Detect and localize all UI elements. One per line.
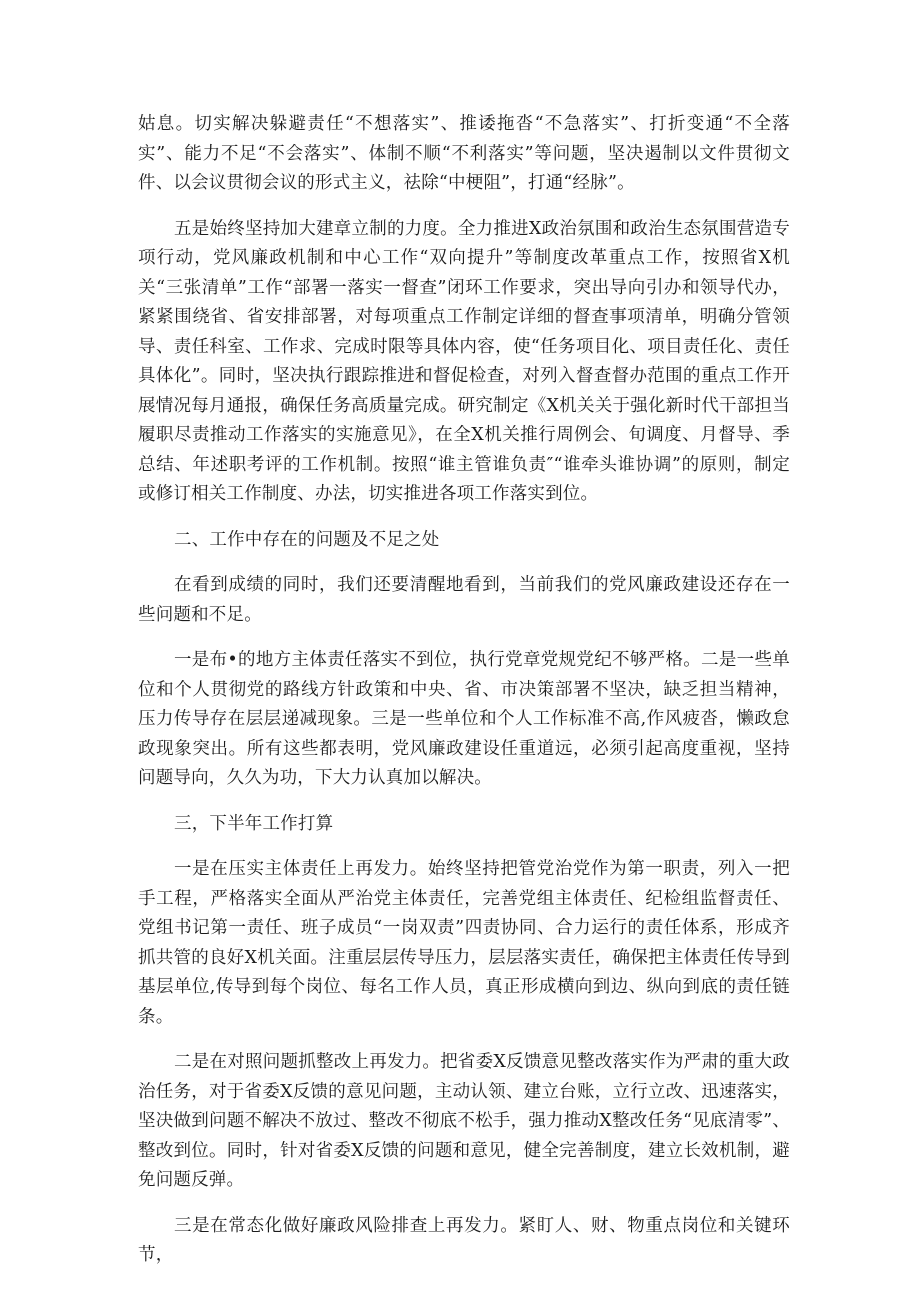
section-heading-problems: 二、工作中存在的问题及不足之处 — [174, 529, 440, 550]
paragraph-plan-one: 一是在压实主体责任上再发力。始终坚持把管党治党作为第一职责，列入一把手工程，严格落实全面从严治党主体责任，完善党组主体责任、纪检组监督责任、党组书记第一责任、班子成员“一岗双责”四责协同、合力运行的责任体系，形成齐抓共管的良好X机关面。注重层层传导压力，层层落实责任，确保把主体责任传导到基层单位,传导到每个岗位、每名工作人员，真正形成横向到边、纵向到底的责任链条。 — [138, 859, 790, 1027]
paragraph-problems-list: 一是布•的地方主体责任落实不到位，执行党章党规党纪不够严格。二是一些单位和个人贯彻党的路线方针政策和中央、省、市决策部署不坚决，缺乏担当精神，压力传导存在层层递减现象。三是一些单位和个人工作标准不高,作风疲沓，懒政怠政现象突出。所有这些都表明，党风廉政建设任重道远，必须引起高度重视，坚持问题导向，久久为功，下大力认真加以解决。 — [138, 650, 790, 788]
paragraph-point-five: 五是始终坚持加大建章立制的力度。全力推进X政治氛围和政治生态氛围营造专项行动，党风廉政机制和中心工作“双向提升”等制度改革重点工作，按照省X机关“三张清单”工作“部署一落实一督查”闭环工作要求，突出导向引办和领导代办，紧紧围绕省、省安排部署，对每项重点工作制定详细的督查事项清单，明确分管领导、责任科室、工作求、完成时限等具体内容，使“任务项目化、项目责任化、责任具体化”。同时，坚决执行跟踪推进和督促检查，对列入督查督办范围的重点工作开展情况每月通报，确保任务高质量完成。研究制定《X机关关于强化新时代干部担当履职尽责推动工作落实的实施意见》，在全X机关推行周例会、旬调度、月督导、季总结、年述职考评的工作机制。按照“谁主管谁负责″“谁牵头谁协调”的原则，制定或修订相关工作制度、办法，切实推进各项工作落实到位。 — [138, 218, 790, 504]
paragraph-plan-three: 三是在常态化做好廉政风险排查上再发力。紧盯人、财、物重点岗位和关键环节， — [138, 1215, 790, 1265]
paragraph-problems-intro: 在看到成绩的同时，我们还要清醒地看到，当前我们的党风廉政建设还存在一些问题和不足。 — [138, 575, 790, 625]
section-heading-plans: 三，下半年工作打算 — [174, 813, 334, 834]
paragraph-continuation: 姑息。切实解决躲避责任“不想落实”、推诿拖沓“不急落实”、打折变通“不全落实”、能力不足“不会落实”、体制不顺“不利落实”等问题，坚决遏制以文件贯彻文件、以会议贯彻会议的形式主义，祛除“中梗阻”，打通“经脉”。 — [138, 114, 790, 193]
paragraph-plan-two: 二是在对照问题抓整改上再发力。把省委X反馈意见整改落实作为严肃的重大政治任务，对于省委X反馈的意见问题，主动认领、建立台账，立行立改、迅速落实，坚决做到问题不解决不放过、整改不彻底不松手，强力推动X整改任务“见底清零”、整改到位。同时，针对省委X反馈的问题和意见，健全完善制度，建立长效机制，避免问题反弹。 — [138, 1052, 790, 1190]
